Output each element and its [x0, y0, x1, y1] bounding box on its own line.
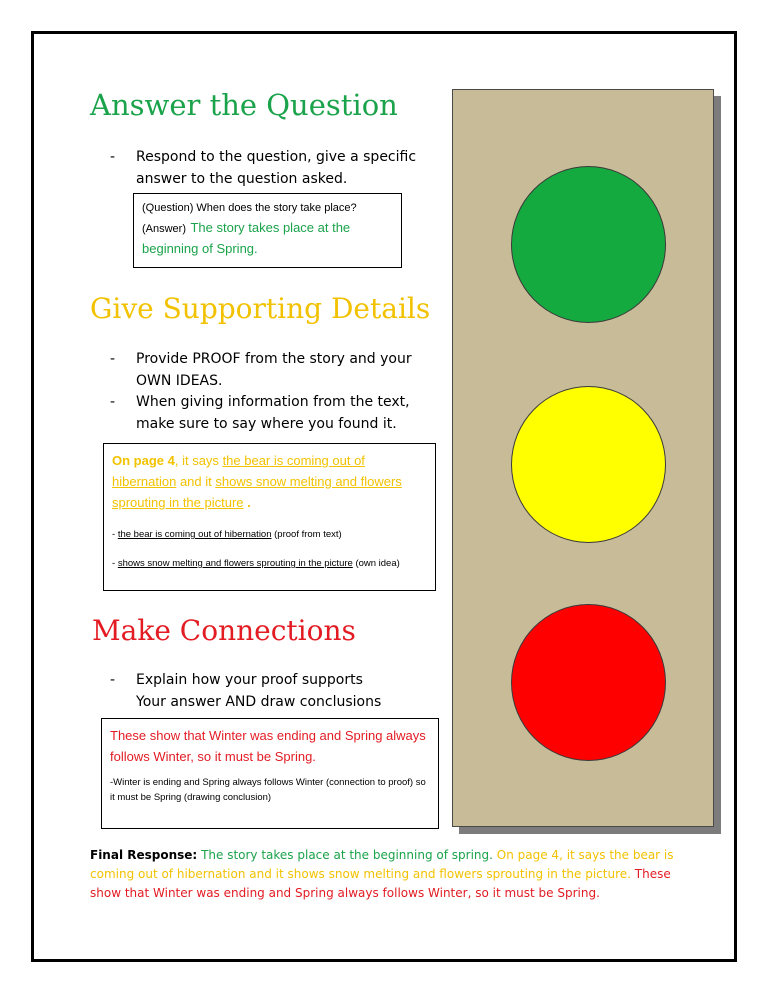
note-2-text: shows snow melting and flowers sprouting in the picture: [117, 558, 353, 569]
answer-label: (Answer): [142, 223, 187, 235]
yellow-light: [511, 386, 666, 543]
details-bullet-2-line1: When giving information from the text,: [136, 394, 410, 410]
note-1: [112, 527, 427, 542]
final-green-sentence: The story takes place at the beginning of spring.: [201, 848, 493, 862]
bullet-dash: -: [110, 149, 116, 165]
note-1-label: (proof from text): [274, 529, 342, 540]
connections-note: -Winter is ending and Spring always follows Winter (connection to proof) so it must be Spring (drawing conclusion): [110, 777, 426, 803]
answer-bullet-line2: answer to the question asked.: [136, 171, 348, 187]
answer-heading: Answer the Question: [90, 88, 398, 122]
connections-bullet: [110, 669, 382, 713]
page-reference: On page 4: [112, 453, 175, 468]
question-text: (Question) When does the story take place?: [142, 202, 357, 214]
and-it-text: and it: [179, 474, 212, 489]
green-light: [511, 166, 666, 323]
note-1-text: the bear is coming out of hibernation: [117, 529, 272, 540]
connections-example-text: These show that Winter was ending and Spring always follows Winter, so it must be Spring.: [110, 728, 426, 764]
details-bullet-2: [110, 391, 410, 435]
note-2: [112, 556, 427, 571]
proof-1: the bear is coming out of hibernation: [112, 453, 365, 489]
answer-bullet-line1: Respond to the question, give a specific: [136, 149, 417, 165]
details-bullet-1: [110, 348, 412, 392]
bullet-dash: -: [110, 672, 116, 688]
details-example-text: [112, 450, 427, 513]
end-period: .: [247, 495, 251, 510]
bullet-dash: -: [110, 351, 116, 367]
answer-text: The story takes place at the beginning of Spring.: [142, 220, 351, 256]
says-text: , it says: [174, 453, 219, 468]
final-response: [90, 846, 680, 903]
details-bullet-1-line1: Provide PROOF from the story and your: [136, 351, 412, 367]
connections-example-box: [101, 718, 439, 829]
final-red-sentence: These show that Winter was ending and Spring always follows Winter, so it must be Spring.: [90, 867, 671, 900]
final-yellow-sentence: On page 4, it says the bear is coming out of hibernation and it shows snow melting and flowers sprouting in the picture.: [90, 848, 674, 881]
bullet-dash: -: [110, 394, 116, 410]
connections-bullet-line2: Your answer AND draw conclusions: [136, 694, 382, 710]
red-light: [511, 604, 666, 761]
details-heading: Give Supporting Details: [90, 292, 431, 325]
final-response-label: Final Response:: [90, 848, 198, 862]
answer-example-box: [133, 193, 402, 268]
details-example-box: [103, 443, 436, 591]
details-bullet-2-line2: make sure to say where you found it.: [136, 416, 397, 432]
proof-2: shows snow melting and flowers sprouting in the picture: [112, 474, 402, 510]
details-bullet-1-line2: OWN IDEAS.: [136, 373, 223, 389]
connections-bullet-line1: Explain how your proof supports: [136, 672, 363, 688]
note-2-label: (own idea): [355, 558, 400, 569]
answer-bullet: [110, 146, 417, 190]
connections-heading: Make Connections: [92, 614, 356, 647]
note-dash: -: [112, 529, 116, 540]
note-dash: -: [112, 558, 116, 569]
